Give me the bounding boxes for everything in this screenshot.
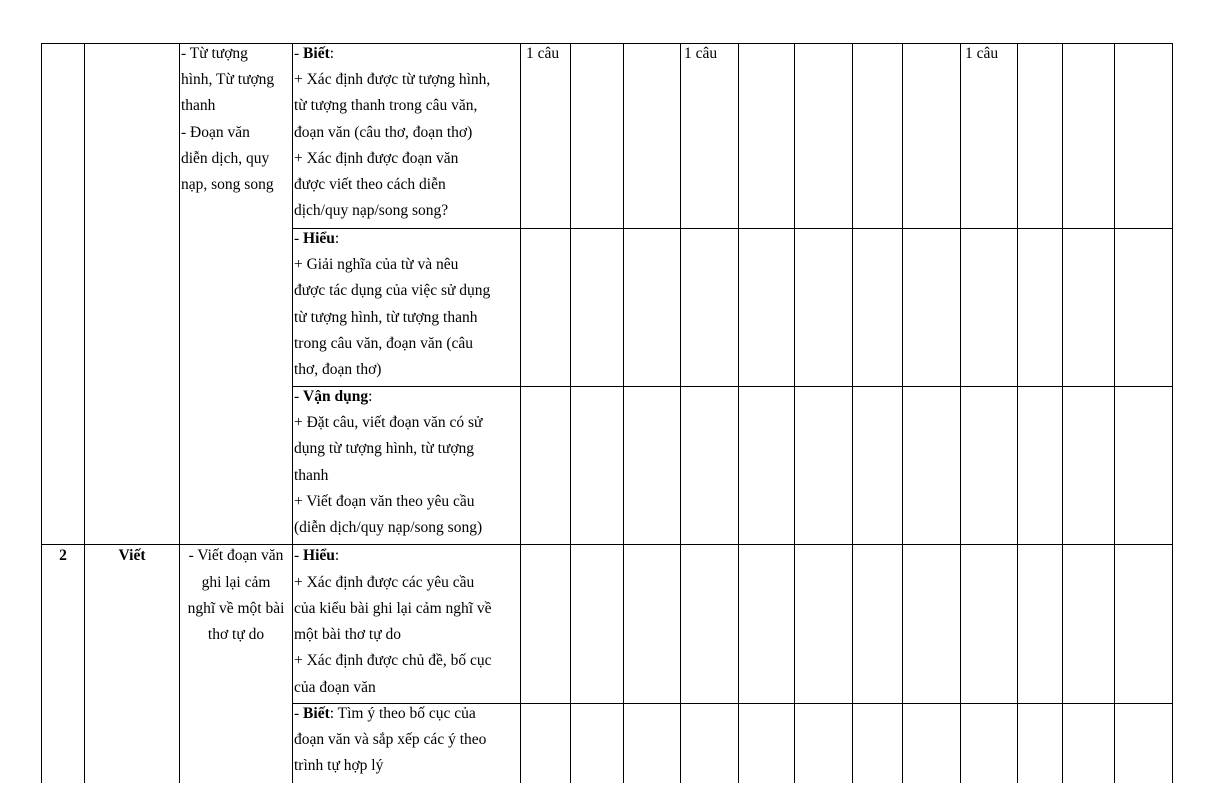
criterion-line: được viết theo cách diễn	[294, 176, 446, 193]
row-border	[292, 386, 1173, 387]
criterion-heading: - Biết:	[294, 45, 335, 62]
criterion-line: thanh	[294, 467, 329, 484]
lesson-line: diễn dịch, quy	[181, 150, 270, 167]
criterion-line: từ tượng thanh trong câu văn,	[294, 97, 478, 114]
criterion-heading: - Biết: Tìm ý theo bố cục của	[294, 705, 476, 722]
criterion-line: trong câu văn, đoạn văn (câu	[294, 335, 474, 352]
criterion-level: Hiểu	[303, 230, 335, 247]
column-border	[179, 43, 180, 783]
criterion-line: trình tự hợp lý	[294, 757, 384, 774]
lesson-line: ghi lại cảm	[201, 574, 271, 591]
criterion-line: dụng từ tượng hình, từ tượng	[294, 440, 475, 457]
column-border	[1017, 43, 1018, 783]
question-count: 1 câu	[684, 45, 718, 62]
column-border	[623, 43, 624, 783]
criterion-line: của đoạn văn	[294, 679, 376, 696]
lesson-line: nghĩ về một bài	[187, 600, 285, 617]
column-border	[84, 43, 85, 783]
criterion-level: Biết	[303, 705, 330, 722]
criterion-level: Vận dụng	[303, 388, 369, 405]
criterion-heading: - Vận dụng:	[294, 388, 373, 405]
criterion-heading: - Hiểu:	[294, 230, 340, 247]
column-border	[570, 43, 571, 783]
column-border	[41, 43, 42, 783]
criterion-line: + Giải nghĩa của từ và nêu	[294, 256, 459, 273]
lesson-line: hình, Từ tượng	[181, 71, 275, 88]
criterion-line: + Viết đoạn văn theo yêu cầu	[294, 493, 475, 510]
lesson-line: - Viết đoạn văn	[188, 547, 284, 564]
row-border	[292, 228, 1173, 229]
criterion-level: Biết	[303, 45, 330, 62]
criterion-line: từ tượng hình, từ tượng thanh	[294, 309, 478, 326]
criterion-line: + Xác định được đoạn văn	[294, 150, 459, 167]
column-border	[794, 43, 795, 783]
column-border	[738, 43, 739, 783]
criterion-line: + Đặt câu, viết đoạn văn có sử	[294, 414, 483, 431]
criterion-line: (diễn dịch/quy nạp/song song)	[294, 519, 483, 536]
column-border	[520, 43, 521, 783]
criterion-heading: - Hiểu:	[294, 547, 340, 564]
column-border	[960, 43, 961, 783]
lesson-line: - Từ tượng	[181, 45, 248, 62]
row-number: 2	[59, 547, 67, 564]
criterion-line: thơ, đoạn thơ)	[294, 361, 382, 378]
criterion-line: + Xác định được từ tượng hình,	[294, 71, 491, 88]
lesson-line: thanh	[181, 97, 216, 114]
criterion-line: Tìm ý theo bố cục của	[337, 705, 476, 722]
criterion-level: Hiểu	[303, 547, 335, 564]
column-border	[852, 43, 853, 783]
column-border	[1172, 43, 1173, 783]
column-border	[292, 43, 293, 783]
question-count: 1 câu	[526, 45, 560, 62]
criterion-line: + Xác định được các yêu cầu	[294, 574, 475, 591]
criterion-line: được tác dụng của việc sử dụng	[294, 282, 491, 299]
criterion-line: của kiểu bài ghi lại cảm nghĩ về	[294, 600, 492, 617]
column-border	[902, 43, 903, 783]
criterion-line: đoạn văn và sắp xếp các ý theo	[294, 731, 487, 748]
column-border	[1062, 43, 1063, 783]
criterion-line: đoạn văn (câu thơ, đoạn thơ)	[294, 124, 473, 141]
lesson-line: thơ tự do	[207, 626, 265, 643]
criterion-line: dịch/quy nạp/song song?	[294, 202, 449, 219]
column-border	[680, 43, 681, 783]
column-border	[1114, 43, 1115, 783]
criterion-line: một bài thơ tự do	[294, 626, 402, 643]
lesson-line: - Đoạn văn	[181, 124, 250, 141]
lesson-line: nạp, song song	[181, 176, 274, 193]
criterion-line: + Xác định được chủ đề, bố cục	[294, 652, 492, 669]
skill-name: Viết	[118, 547, 146, 564]
question-count: 1 câu	[965, 45, 999, 62]
